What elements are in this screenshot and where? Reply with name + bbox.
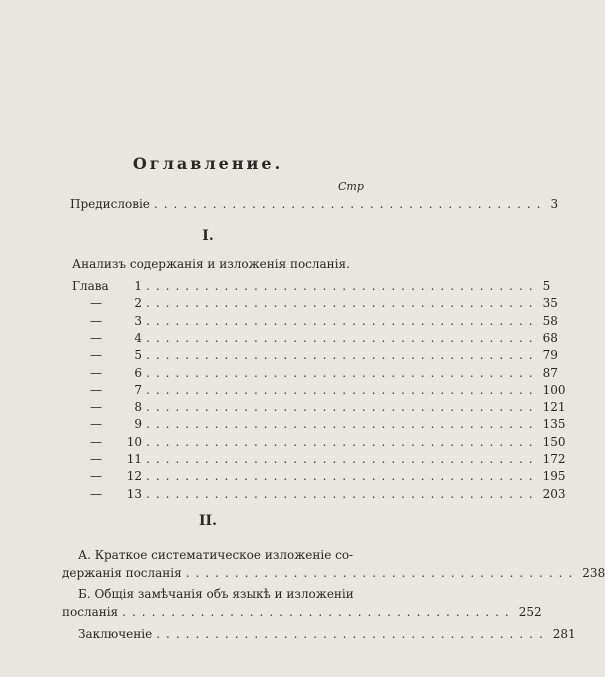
entry-page: 121 [542,400,566,415]
chapter-number: 7 [134,382,142,397]
leader-dots: ........................................ [146,486,539,501]
ditto-dash: — [90,330,102,345]
ditto-dash: — [90,434,102,449]
chapter-number: 11 [126,452,142,466]
toc-entry-chapter[interactable] [72,469,566,484]
leader-dots: ........................................ [146,400,539,415]
entry-a-line1: А. Краткое систематическое изложеніе со- [78,548,354,562]
leader-dots: ........................................ [146,365,539,380]
entry-page: 100 [542,382,566,397]
toc-entry-a[interactable] [62,566,605,580]
leader-dots: ........................................ [146,279,539,293]
toc-entry-chapter[interactable] [72,382,566,397]
ditto-dash: — [90,382,102,397]
entry-page: 172 [542,452,566,466]
toc-entry-chapter[interactable] [72,296,558,311]
toc-entry-b[interactable] [62,605,542,619]
leader-dots: ........................................ [185,566,579,580]
toc-entry-chapter[interactable] [72,348,558,363]
entry-page: 135 [542,417,566,432]
leader-dots: ........................................ [146,469,539,484]
toc-entry-chapter[interactable] [72,486,566,501]
chapter-number: 3 [134,313,142,328]
chapter-number: 6 [134,365,142,380]
ditto-dash: — [90,486,102,501]
entry-label: держанія посланія [62,566,182,580]
leader-dots: ........................................ [146,417,539,432]
ditto-dash: — [90,452,102,466]
chapter-number: 12 [126,469,142,484]
ditto-dash: — [90,417,102,432]
ditto-dash: — [90,469,102,484]
entry-page: 58 [542,313,558,328]
chapter-number: 4 [134,330,142,345]
leader-dots: ........................................ [146,296,539,311]
chapter-word: Глава [72,279,109,293]
entry-page: 195 [542,469,566,484]
toc-entry-chapter[interactable] [72,434,566,449]
entry-label: Заключеніе [78,627,153,641]
entry-page: 281 [552,627,576,641]
leader-dots: ........................................ [153,197,547,211]
chapter-number: 9 [134,417,142,432]
chapter-number: 2 [134,296,142,311]
leader-dots: ........................................ [146,313,539,328]
entry-page: 203 [542,486,566,501]
toc-entry-chapter[interactable] [72,452,566,466]
entry-page: 238 [582,566,605,580]
leader-dots: ........................................ [146,434,539,449]
toc-entry-chapter[interactable] [72,330,558,345]
toc-entry-chapter[interactable] [72,279,551,293]
chapter-number: 5 [134,348,142,363]
leader-dots: ........................................ [156,627,549,641]
entry-page: 5 [542,279,551,293]
ditto-dash: — [90,313,102,328]
entry-page: 3 [550,197,559,211]
leader-dots: ........................................ [146,330,539,345]
chapter-number: 8 [134,400,142,415]
ditto-dash: — [90,400,102,415]
chapter-number: 10 [126,434,142,449]
entry-page: 68 [542,330,558,345]
leader-dots: ........................................ [146,348,539,363]
toc-title: Оглавление. [132,154,284,173]
leader-dots: ........................................ [146,382,539,397]
toc-entry-preface[interactable] [70,197,559,211]
toc-entry-chapter[interactable] [72,400,566,415]
section-numeral-2: II. [199,513,217,529]
entry-b-line1: Б. Общія замѣчанія объ языкѣ и изложеніи [78,587,354,601]
section-heading-1: Анализъ содержанія и изложенія посланія. [72,257,350,271]
page-column-label: Стр [338,180,364,193]
ditto-dash: — [90,348,102,363]
ditto-dash: — [90,296,102,311]
entry-page: 35 [542,296,558,311]
entry-page: 150 [542,434,566,449]
entry-label: посланія [62,605,119,619]
ditto-dash: — [90,365,102,380]
chapter-number: 1 [134,279,142,293]
chapter-number: 13 [126,486,142,501]
toc-entry-chapter[interactable] [72,313,558,328]
entry-page: 252 [518,605,542,619]
toc-entry-conclusion[interactable] [78,627,576,641]
entry-page: 87 [542,365,558,380]
entry-page: 79 [542,348,558,363]
leader-dots: ........................................ [122,605,515,619]
leader-dots: ........................................ [146,452,539,466]
toc-entry-chapter[interactable] [72,417,566,432]
toc-entry-chapter[interactable] [72,365,558,380]
section-numeral-1: I. [202,228,214,244]
entry-label: Предисловіе [70,197,150,211]
